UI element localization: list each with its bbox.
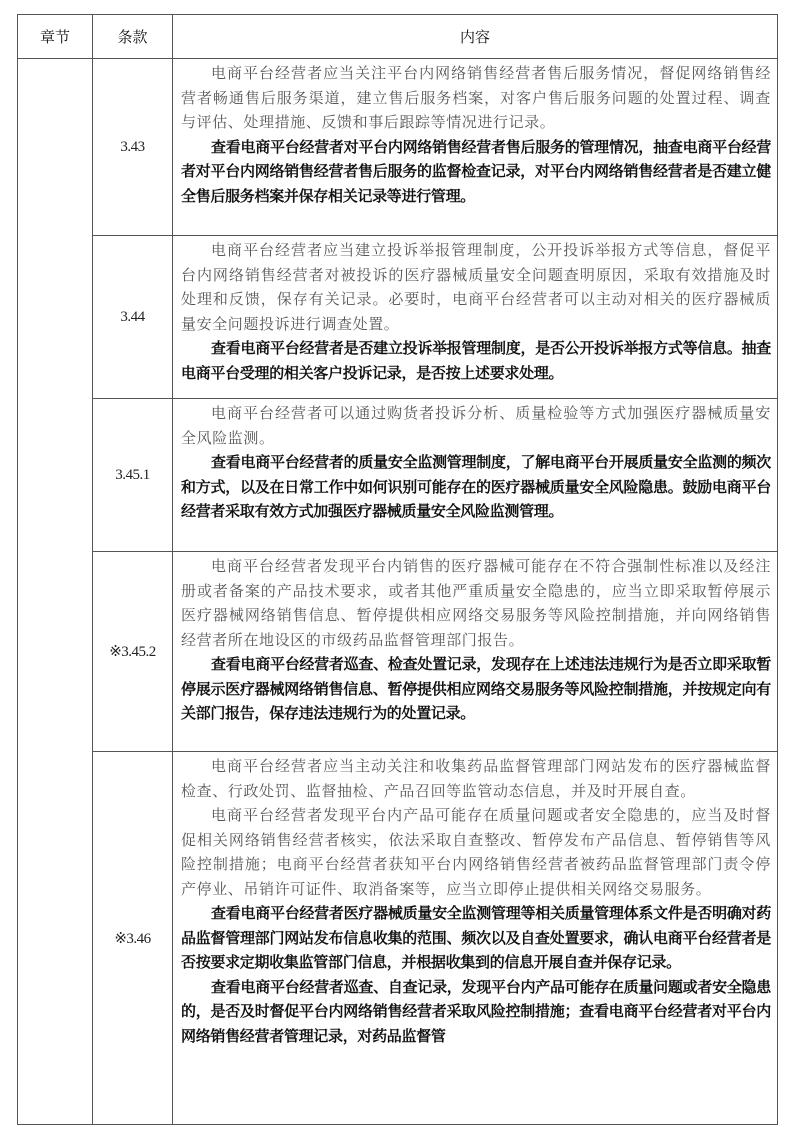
requirement-paragraph: 电商平台经营者应当主动关注和收集药品监督管理部门网站发布的医疗器械监督检查、行政处罚、监督抽检、产品召回等监管动态信息，并及时开展自查。 [181, 757, 771, 800]
requirement-paragraph: 电商平台经营者发现平台内销售的医疗器械可能存在不符合强制性标准以及经注册或者备案的产品技术要求，或者其他严重质量安全隐患的，应当立即采取暂停展示医疗器械网络销售信息、暂停提供相应网络交易服务等风险控制措施，并向网络销售经营者所在地设区的市级药品监督管理部门报告。 [181, 557, 771, 649]
requirement-paragraph: 电商平台经营者发现平台内产品可能存在质量问题或者安全隐患的，应当及时督促相关网络销售经营者核实，依法采取自查整改、暂停发布产品信息、暂停销售等风险控制措施；电商平台经营者获知平台内网络销售经营者被药品监督管理部门责令停产停业、吊销许可证件、取消备案等，应当立即停止提供相关网络交易服务。 [181, 806, 771, 898]
clause-number: 3.45.1 [93, 399, 173, 552]
table-row [18, 399, 778, 552]
clause-number: ※3.45.2 [93, 552, 173, 752]
content-cell [173, 399, 778, 552]
table-header-row [18, 15, 778, 59]
content-clip [181, 754, 771, 1120]
requirement-paragraph: 电商平台经营者应当建立投诉举报管理制度，公开投诉举报方式等信息，督促平台内网络销售经营者对被投诉的医疗器械质量安全问题查明原因，采取有效措施及时处理和反馈，保存有关记录。必要时，电商平台经营者可以主动对相关的医疗器械质量安全问题投诉进行调查处置。 [181, 241, 771, 333]
check-method-paragraph: 查看电商平台经营者的质量安全监测管理制度，了解电商平台开展质量安全监测的频次和方式，以及在日常工作中如何识别可能存在的医疗器械质量安全风险隐患。鼓励电商平台经营者采取有效方式加强医疗器械质量安全风险监测管理。 [181, 453, 771, 520]
inspection-table [17, 14, 778, 1125]
table-row [18, 552, 778, 752]
check-method-paragraph: 查看电商平台经营者医疗器械质量安全监测管理等相关质量管理体系文件是否明确对药品监督管理部门网站发布信息收集的范围、频次以及自查处置要求，确认电商平台经营者是否按要求定期收集监管部门信息，并根据收集到的信息开展自查并保存记录。 [181, 904, 771, 971]
content-cell [173, 236, 778, 399]
content-cell [173, 59, 778, 236]
requirement-paragraph: 电商平台经营者应当关注平台内网络销售经营者售后服务情况，督促网络销售经营者畅通售后服务渠道，建立售后服务档案，对客户售后服务问题的处置过程、调查与评估、处理措施、反馈和事后跟踪等情况进行记录。 [181, 64, 771, 131]
check-method-paragraph: 查看电商平台经营者是否建立投诉举报管理制度，是否公开投诉举报方式等信息。抽查电商平台受理的相关客户投诉记录，是否按上述要求处理。 [181, 339, 771, 382]
clause-number: 3.43 [93, 59, 173, 236]
content-cell [173, 552, 778, 752]
requirement-paragraph: 电商平台经营者可以通过购货者投诉分析、质量检验等方式加强医疗器械质量安全风险监测。 [181, 404, 771, 447]
clause-number: ※3.46 [93, 752, 173, 1125]
content-cell [173, 752, 778, 1125]
header-chapter: 章节 [18, 15, 93, 59]
table-row [18, 752, 778, 1125]
header-content: 内容 [173, 15, 778, 59]
chapter-cell [18, 59, 93, 1125]
table-row [18, 236, 778, 399]
check-method-paragraph: 查看电商平台经营者巡查、检查处置记录，发现存在上述违法违规行为是否立即采取暂停展示医疗器械网络销售信息、暂停提供相应网络交易服务等风险控制措施，并按规定向有关部门报告，保存违法违规行为的处置记录。 [181, 655, 771, 722]
check-method-paragraph: 查看电商平台经营者对平台内网络销售经营者售后服务的管理情况，抽查电商平台经营者对平台内网络销售经营者售后服务的监督检查记录，对平台内网络销售经营者是否建立健全售后服务档案并保存相关记录等进行管理。 [181, 137, 771, 205]
check-method-paragraph: 查看电商平台经营者巡查、自查记录，发现平台内产品可能存在质量问题或者安全隐患的，是否及时督促平台内网络销售经营者采取风险控制措施；查看电商平台经营者对平台内网络销售经营者管理记录，对药品监督管 [181, 977, 771, 1045]
table-row [18, 59, 778, 236]
header-clause: 条款 [93, 15, 173, 59]
clause-number: 3.44 [93, 236, 173, 399]
